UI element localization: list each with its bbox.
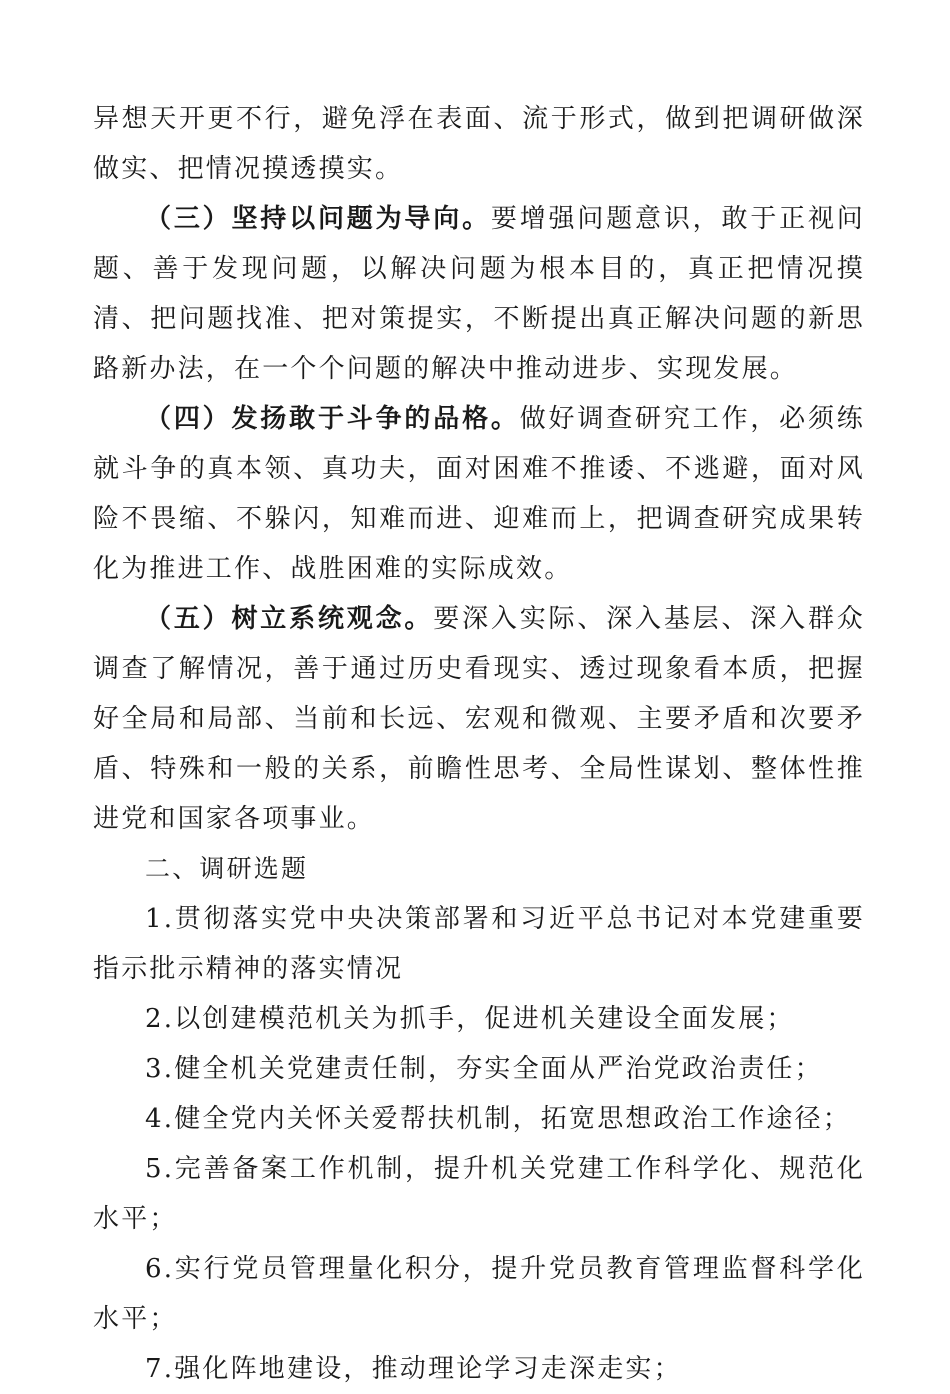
- document-body: [93, 94, 865, 1394]
- topic-item-6: 6.实行党员管理量化积分，提升党员教育管理监督科学化水平；: [93, 1254, 865, 1334]
- section-4-body: 做好调查研究工作，必须练就斗争的真本领、真功夫，面对困难不推诿、不逃避，面对风险不畏缩、不躲闪，知难而进、迎难而上，把调查研究成果转化为推进工作、战胜困难的实际成效。: [93, 404, 865, 584]
- topic-item-1: 1.贯彻落实党中央决策部署和习近平总书记对本党建重要指示批示精神的落实情况: [93, 904, 865, 984]
- section-4-paragraph: [93, 394, 865, 594]
- topic-item-5: 5.完善备案工作机制，提升机关党建工作科学化、规范化水平；: [93, 1154, 865, 1234]
- section-3-body: 要增强问题意识，敢于正视问题、善于发现问题，以解决问题为根本目的，真正把情况摸清、把问题找准、把对策提实，不断提出真正解决问题的新思路新办法，在一个个问题的解决中推动进步、实现发展。: [93, 204, 865, 384]
- topic-item-7: 7.强化阵地建设，推动理论学习走深走实；: [145, 1354, 682, 1384]
- section-5-body: 要深入实际、深入基层、深入群众调查了解情况，善于通过历史看现实、透过现象看本质，把握好全局和局部、当前和长远、宏观和微观、主要矛盾和次要矛盾、特殊和一般的关系，前瞻性思考、全局性谋划、整体性推进党和国家各项事业。: [93, 604, 865, 834]
- section-heading-topics: 二、调研选题: [145, 854, 309, 883]
- topic-item-2: 2.以创建模范机关为抓手，促进机关建设全面发展；: [145, 1004, 795, 1034]
- section-3-paragraph: [93, 194, 865, 394]
- section-5-paragraph: [93, 594, 865, 844]
- topic-item-4: 4.健全党内关怀关爱帮扶机制，拓宽思想政治工作途径；: [145, 1104, 852, 1134]
- section-5-title: （五）树立系统观念。: [145, 604, 434, 634]
- continuation-paragraph: 异想天开更不行，避免浮在表面、流于形式，做到把调研做深做实、把情况摸透摸实。: [93, 104, 865, 184]
- section-4-title: （四）发扬敢于斗争的品格。: [145, 404, 520, 434]
- topic-item-3: 3.健全机关党建责任制，夯实全面从严治党政治责任；: [145, 1054, 823, 1084]
- section-3-title: （三）坚持以问题为导向。: [145, 204, 491, 234]
